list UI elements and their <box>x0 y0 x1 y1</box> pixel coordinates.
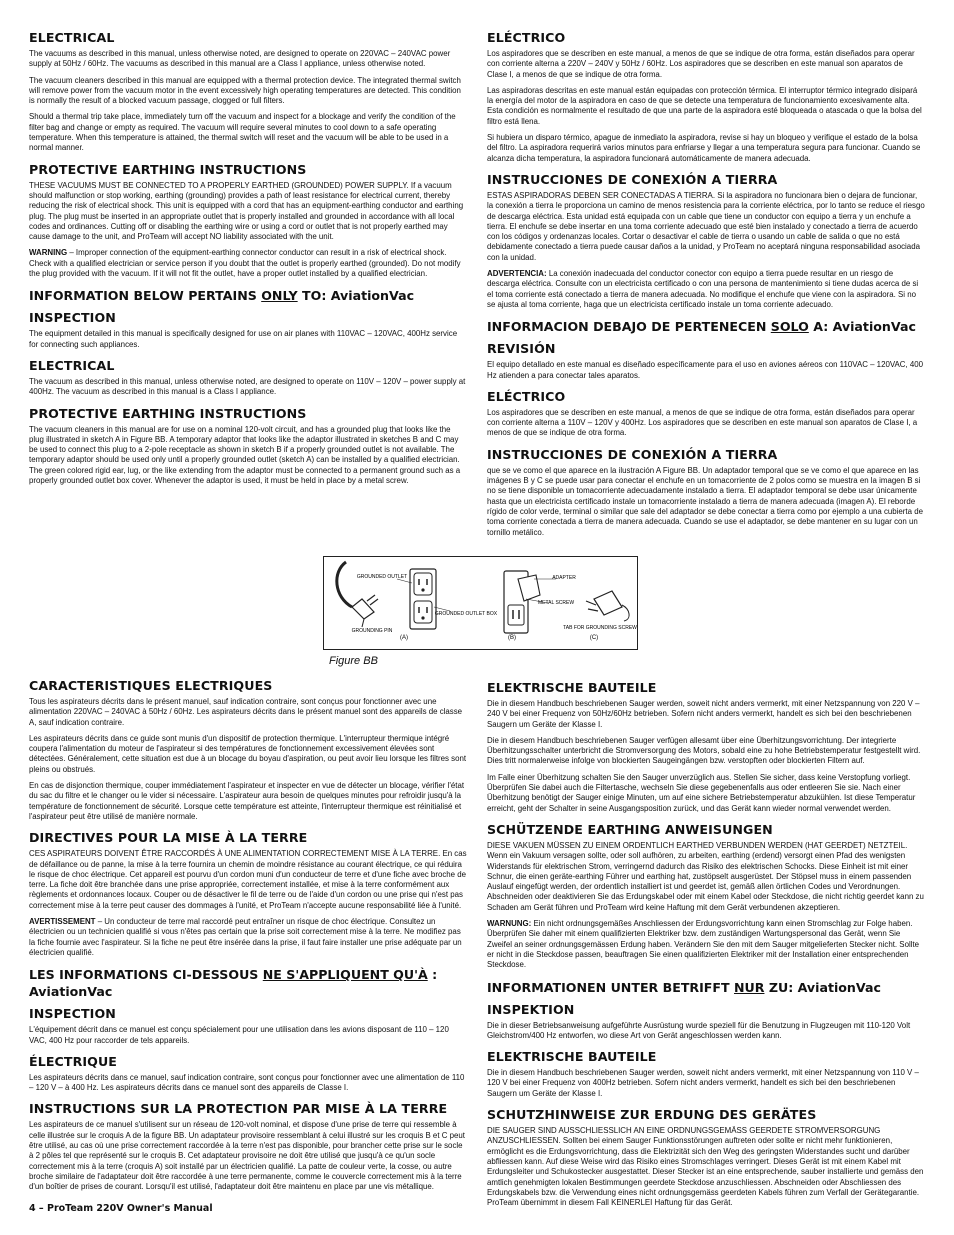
electrical-heading: ELECTRICAL <box>29 357 115 373</box>
paragraph: Die in diesem Handbuch beschriebenen Sauger werden, soweit nicht anders vermerkt, mit einer Netzspannung von 220 V – 240 V bei einer Frequenz von 50Hz/60Hz betrieben. Sofern nicht anders vermerkt, handelt es sich bei den beschriebenen Saugern um Geräte der Klasse I. <box>487 699 920 729</box>
avert-paragraph <box>29 917 467 958</box>
warning-label: WARNING <box>29 248 68 258</box>
label-adapter: ADAPTER <box>552 575 576 581</box>
inspection-fr-section <box>29 1006 467 1046</box>
paragraph: Die in diesem Handbuch beschriebenen Sauger verfügen allesamt über eine Überhitzungsvorrichtung. Der integrierte Überhitzungsschalter unterbricht die Stromversorgung des Motors, sobald eine zu hohe Betriebstemperatur festgestellt wird. Dies tritt normalerweise infolge von blockierten Saugeingängen bzw. verstopften oder blockierten Filtern auf. <box>487 735 921 766</box>
tierra-section <box>487 172 925 310</box>
label-c: (C) <box>589 635 599 641</box>
electrique-heading: ÉLECTRIQUE <box>29 1053 117 1069</box>
german-section <box>487 680 925 1216</box>
warning-text: – Improper connection of the equipment-earthing connector conductor can result in a risk of electrical shock. Check with a qualified electrician or service person if you doubt that the outlet is properly earthed (grounded). Do not modify the plug provided with the vacuum. If it will not fit the outlet, have a proper outlet installed by a qualified electrician. <box>29 248 461 279</box>
paragraph: El equipo detallado en este manual es diseñado específicamente para el uso en aviones aéreos con 110VAC – 120VAC, 400 Hz atienden a para conectar tales aparatos. <box>487 360 924 380</box>
aviationvac-heading-es <box>487 318 925 335</box>
french-section <box>29 678 467 1201</box>
carac-heading: CARACTERISTIQUES ELECTRIQUES <box>29 678 273 693</box>
paragraph: Los aspiradores que se describen en este manual, a menos de que se indique de otra forma, están diseñados para operar con corriente alterna a 220V – 240V y 50Hz / 60Hz. Los aspiradores que se describen en este manual son aparatos de Clase I, a menos de que se indique de otra forma. <box>487 49 915 79</box>
inspektion-heading: INSPEKTION <box>487 1001 575 1017</box>
paragraph: The vacuums as described in this manual, unless otherwise noted, are designed to operate on 220VAC – 240VAC power supply at 50Hz / 60Hz. The vacuums as described in this manual are a Class I appliance, unless otherwise noted. <box>29 49 451 69</box>
label-a: (A) <box>400 635 408 641</box>
warnung-text: Ein nicht ordnungsgemäßes Anschliessen der Erdungsvorrichtung kann einen Stromschlag zur Folge haben. Überprüfen Sie daher mit einem qualifizierten Elektriker bzw. dem zuständigen Wartungspersonal das Gerät, wenn Sie Zweifel an seiner ordnungsgemässen Erdung haben. Verändern Sie den mit dem Sauger mitgelieferten Stecker nicht. Sollte er nicht in die Steckdose passen, beauftragen Sie einen qualifizierten Elektriker mit der Installation einer entsprechenden Steckdose. <box>487 919 920 970</box>
heading-post: : AviationVac <box>29 967 438 1000</box>
heading-post: TO: AviationVac <box>297 288 415 304</box>
warnung-label: WARNUNG: <box>487 919 532 929</box>
heading-post: ZU: AviationVac <box>764 979 881 995</box>
tierra-heading: INSTRUCCIONES DE CONEXIÓN A TIERRA <box>487 171 778 187</box>
bauteile-heading: ELEKTRISCHE BAUTEILE <box>487 680 657 695</box>
bauteile-heading: ELEKTRISCHE BAUTEILE <box>487 1049 657 1065</box>
label-grounded-outlet: GROUNDED OUTLET <box>356 574 408 580</box>
plug-shape <box>352 599 374 619</box>
schuetz-section <box>487 822 925 971</box>
carac-section <box>29 678 467 822</box>
paragraph: Im Falle einer Überhitzung schalten Sie den Sauger unverzüglich aus. Stellen Sie sicher, dass keine Verstopfung vorliegt. Überprüfen Sie dabei auch die Filtertasche, wechseln Sie diese gegebenenfalls aus oder entleeren Sie sie. Nach einer Überhitzung benötigt der Sauger einige Minuten, um auf eine sichere Betriebstemperatur abzukühlen. Ist diese Temperatur erreicht, geht der Schalter in seine Ausgangsposition zurück, und das Gerät kann wieder normal verwendet werden. <box>487 772 916 813</box>
bauteile-section <box>487 680 925 814</box>
paragraph: Los aspiradores que se describen en este manual, a menos de que se indique de otra forma, están diseñados para operar con corriente alterna a 110V – 120V y 400Hz. Los aspiradores que se describen en este manual son aparatos de Clase I, a menos de que se indique de otra forma. <box>487 407 918 438</box>
electrique-section <box>29 1054 467 1094</box>
instructions-section <box>29 1101 467 1192</box>
earthing-av-section <box>29 406 467 487</box>
paragraph: DIESE VAKUEN MÜSSEN ZU EINEM ORDENTLICH EARTHED VERBUNDEN WERDEN (HAT GEERDET) NETZTEIL. Wenn ein Vakuum versagen sollte, oder soll aufhören, zu arbeiten, earthing (erdend) versorgt einen Pfad des wenigsten Widerstands für elektrischen Strom, verringernd dadurch das Risiko des elektrischen Schocks. Diese Einheit ist mit einer Schnur, die einen geräte-earthing Führer und earthing hat, zustöpselt ausgerüstet. Der Stöpsel muss in einem passenden Auslauf eingefügt werden, der ordentlich installiert ist und geerdet ist, gemäß allen örtlichen Codes und Verordnungen. Abschneiden oder deaktivieren Sie das Erdungskabel oder mit einem Kabel oder Steckdose, die nicht richtig geerdet kann zu Schaden am Gerät führen und ProTeam wird keine Haftung mit dem Gerät verbundenen akzeptieren. <box>487 840 924 912</box>
inspection-heading: INSPECTION <box>29 310 116 326</box>
outlet-diagram <box>324 557 637 649</box>
paragraph: Las aspiradoras descritas en este manual están equipadas con protección térmica. El interruptor térmico integrado disipará la energía del motor de la aspiradora en caso de que se detecte una temperatura de funcionamiento excesivamente alta. Esta condición es normalmente el resultado de que una parte de la aspiradora esté bloqueada o atascada o que la bolsa del filtro está llena. <box>487 85 922 126</box>
directives-heading: DIRECTIVES POUR LA MISE À LA TERRE <box>29 830 308 846</box>
paragraph: THESE VACUUMS MUST BE CONNECTED TO A PROPERLY EARTHED (GROUNDED) POWER SUPPLY. If a vacuum should malfunction or stop working, earthing (grounding) provides a path of least resistance for electrical current, thereby reducing the risk of electrical shock. This unit is equipped with a cord that has an equipment-earthing conductor and earthing plug. The plug must be inserted in an appropriate outlet that is properly installed and grounded in accordance with all local codes and ordinances. Cutting off or disabling the earthing wire or using a cord or outlet that is not properly earthed may cause damage to the unit, and ProTeam will accept NO liability associated with the unit. <box>29 180 464 242</box>
paragraph: The vacuum cleaners in this manual are for use on a nominal 120-volt circuit, and has a grounded plug that looks like the plug illustrated in sketch A in Figure BB. A temporary adaptor that looks like the adaptor illustrated in sketches B and C may be used to connect this plug to a 2-pole receptacle as shown in sketch B if a properly grounded outlet is not available. The temporary adaptor should be used only until a properly grounded outlet (sketch A) can be installed by a qualified electrician. The green colored rigid ear, lug, or the like extending from the adaptor must be connected to a permanent ground such as a properly grounded outlet box cover. Whenever the adaptor is used, it must be held in place by a metal screw. <box>29 424 461 486</box>
adapter-c <box>594 591 622 615</box>
heading-pre: INFORMATIONEN UNTER BETRIFFT <box>487 979 734 995</box>
earthing-section <box>29 162 467 280</box>
electrico-section <box>487 30 925 164</box>
heading-emphasis: NUR <box>733 979 765 995</box>
paragraph: Tous les aspirateurs décrits dans le présent manuel, sauf indication contraire, sont conçus pour fonctionner avec une alimentation 220VAC – 240VAC à 50Hz / 60Hz. Les aspirateurs décrits dans le présent manuel sont des appareils de classe A, sauf indication contraire. <box>29 697 463 727</box>
revision-section <box>487 341 925 381</box>
paragraph: L'équipement décrit dans ce manuel est conçu spécialement pour une utilisation dans les avions disposant de 110 – 120 VAC, 400 Hz pour raccorder de tels appareils. <box>29 1025 449 1045</box>
paragraph: The vacuum as described in this manual, unless otherwise noted, are designed to operate on 110V – 120V – power supply at 400Hz. The vacuum as described in this manual is a Class I appliance. <box>29 376 466 397</box>
spanish-section <box>487 30 925 546</box>
schutz-heading: SCHUTZHINWEISE ZUR ERDUNG DES GERÄTES <box>487 1107 817 1123</box>
electrico-av-section <box>487 389 925 439</box>
paragraph: Should a thermal trip take place, immediately turn off the vacuum and inspect for a blockage and verify the condition of the filter bag and change or empty as required. The vacuum will require several minutes to cool down to a safe operating temperature. When this temperature is attained, the thermal switch will reset and the vacuum will be able to be used in a normal manner. <box>29 112 456 153</box>
cord-line <box>337 562 352 607</box>
paragraph: En cas de disjonction thermique, couper immédiatement l'aspirateur et inspecter en vue de détecter un blocage, vérifier l'état du sac du filtre et le changer ou le vider si nécessaire. L'aspirateur aura besoin de quelques minutes pour refroidir jusqu'à la température de fonctionnement de sécurité. Lorsque cette température est atteinte, l'interrupteur thermique est réinitialisé et l'aspirateur peut être utilisé de manière normale. <box>29 781 465 821</box>
revision-heading: REVISIÓN <box>487 341 556 357</box>
heading-pre: LES INFORMATIONS CI-DESSOUS <box>29 967 263 983</box>
figure-caption: Figure BB <box>329 655 378 667</box>
warnung-paragraph <box>487 919 925 970</box>
schutz-section <box>487 1107 925 1208</box>
heading-pre: INFORMACION DEBAJO DE PERTENECEN <box>487 319 771 335</box>
paragraph: The equipment detailed in this manual is specifically designed for use on air planes with 110VAC – 120VAC, 400Hz service for connecting such appliances. <box>29 329 458 349</box>
directives-section <box>29 830 467 958</box>
heading-emphasis: SOLO <box>770 319 809 335</box>
paragraph: Les aspirateurs décrits dans ce manuel, sauf indication contraire, sont conçus pour fonctionner avec une alimentation de 110 – 120 V – à 400 Hz. Les aspirateurs décrits dans ce manuel sont des appareils de Classe I. <box>29 1072 465 1093</box>
aviationvac-heading-de <box>487 979 925 996</box>
paragraph: Die in dieser Betriebsanweisung aufgeführte Ausrüstung wurde speziell für die Benutzung in Flugzeugen mit 110-120 Volt Gleichstrom/400 Hz entworfen, wo diese Art von Gerät angeschlossen werden kann. <box>487 1020 911 1040</box>
paragraph: que se ve como el que aparece en la ilustración A Figure BB. Un adaptador temporal que se ve como el que aparece en las imágenes B y C se puede usar para conectar el enchufe en un tomacorriente de 2 polos como se muestra en la imagen B si no se tiene disponible un tomacorriente adecuadamente instalado a tierra. El adaptador temporal se debe usar únicamente hasta que un electricista certificado instale un tomacorriente instalado a tierra de manera adecuada (imagen A). El reborde rígido de color verde, terminal o similar que sale del adaptador se debe conectar a tierra como por ejemplo a una cubierta de toma corriente conectada a tierra de manera adecuada. Cuando se use el adaptador, se debe mantener en su lugar con un tornillo metálico. <box>487 465 923 537</box>
paragraph: Les aspirateurs décrits dans ce guide sont munis d'un dispositif de protection thermique. L'interrupteur thermique intégré coupera l'alimentation du moteur de l'aspirateur si des températures de fonctionnement excessivement élevées sont détectées. Généralement, cette situation est due à un blocage du boyau d'aspiration, ou peut avoir lieu lorsque les filtres sont pleins ou obstrués. <box>29 733 467 774</box>
warning-paragraph <box>29 248 467 279</box>
advertencia-label: ADVERTENCIA: <box>487 269 547 279</box>
electrical-section <box>29 30 467 154</box>
paragraph: Si hubiera un disparo térmico, apague de inmediato la aspiradora, revise si hay un bloqueo y verifique el estado de la bolsa del filtro. La aspiradora requerirá varios minutos para enfriarse y llegar a una temperatura segura para funcionar. Cuando se alcanza dicha temperatura, la aspiradora funcionará automáticamente de manera adecuada. <box>487 133 921 163</box>
electrico-heading: ELÉCTRICO <box>487 30 566 45</box>
heading-post: A: AviationVac <box>808 319 916 335</box>
heading-pre: INFORMATION BELOW PERTAINS <box>29 288 262 304</box>
tierra-av-section <box>487 447 925 538</box>
paragraph: The vacuum cleaners described in this manual are equipped with a thermal protection device. The integrated thermal switch will remove power from the vacuum motor in the event excessively high operating temperatures are detected. This condition is normally the result of a blocked vacuum passage, clogged or full filters. <box>29 75 461 106</box>
advertencia-text: La conexión inadecuada del conductor conector con equipo a tierra puede resultar en un riesgo de descarga eléctrica. Consulte con un electricista certificado o con una persona de mantenimiento si tiene dudas acerca de si el toma corriente está conectado a tierra de manera adecuada. No modifique el enchufe que viene con la aspiradora. Si no se ajusta al toma corriente, haga que un electricista certificado instale un toma corriente adecuado. <box>487 269 919 309</box>
electrical-av-section <box>29 358 467 398</box>
inspection-heading: INSPECTION <box>29 1006 116 1022</box>
paragraph: DIE SAUGER SIND AUSSCHLIESSLICH AN EINE ORDNUNGSGEMÄSS GEERDETE STROMVERSORGUNG ANZUSCHLIESSEN. Sollten bei einem Sauger Funktionsstörungen auftreten oder sollte er nicht mehr funktionieren, ermöglicht es die Erdungsvorrichtung, dass die Elektrizität sich den Weg des geringsten Widerstandes sucht und darüber abfliessen kann. Auf diese Weise wird das Risiko eines Stromschlages verringert. Dieses Gerät ist mit einem Kabel mit Erdungsleiter und Schukostecker ausgestattet. Dieser Stecker ist an eine entsprechende, sauber installierte und gemäss den amtlich genehmigten lokalen Bestimmungen geerdete Steckdose anzuschliessen. Abschneiden oder Abschliessen des Erdungskabels bzw. die Verwendung eines nicht ordnungsgemäss geerdeten Kabels führen zum Verfall der Gerätegarantie. ProTeam übernimmt in diesem Fall KEINERLEI Haftung für das Gerät. <box>487 1126 924 1208</box>
paragraph: Die in diesem Handbuch beschriebenen Sauger werden, soweit nicht anders vermerkt, mit einer Netzspannung von 110 V – 120 V bei einer Frequenz von 400Hz betrieben. Sofern nicht anders vermerkt, handelt es sich bei den beschriebenen Saugern um Geräte der Klasse I. <box>487 1068 919 1098</box>
paragraph: Les aspirateurs de ce manuel s'utilisent sur un réseau de 120-volt nominal, et dispose d'une prise de terre qui ressemble à celle illustrée sur le croquis A de la figure BB. Un adaptateur provisoire ressemblant à celui illustré sur les croquis B et C peut être utilisé, au cas où une prise correctement raccordée à la terre n'est pas disponible, pour brancher cette prise sur le socle à 2 pôles tel que représenté sur le croquis B. Cet adaptateur provisoire ne doit être utilisé que jusqu'à ce qu'un socle correctement mis à la terre (croquis A) soit installé par un électricien qualifié. La patte de couleur verte, la cosse, ou autre broche similaire de l'adaptateur doit être raccordée à une terre permanente, comme le couvercle correctement mis à la terre d'un boîtier de prises de courant. Lorsqu'il est utilisé, l'adaptateur doit être maintenu en place par une vis métallique. <box>29 1120 465 1192</box>
paragraph: CES ASPIRATEURS DOIVENT ÊTRE RACCORDÉS À UNE ALIMENTATION CORRECTEMENT MISE À LA TERRE. En cas de défaillance ou de panne, la mise à la terre fournira un chemin de moindre résistance au courant électrique, ce qui réduira le risque de choc électrique. Cet appareil est pourvu d'un cordon muni d'un conducteur de terre et d'une fiche avec broche de terre. La fiche doit être branchée dans une prise appropriée, correctement installée, et mise à la terre conformément aux règlements et ordonnances locaux. Couper ou de désactiver le fil de terre ou de l'aide d'un cordon ou une prise qui n'est pas correctement mise à la terre peut causer des dommages à l'unité, et ProTeam n'accepte aucune responsabilité liée à l'unité. <box>29 849 467 910</box>
label-grounding-pin: GROUNDING PIN <box>351 628 393 634</box>
heading-emphasis: ONLY <box>261 288 298 304</box>
electrical-heading: ELECTRICAL <box>29 30 115 45</box>
figure-bb <box>323 556 638 650</box>
schuetz-heading: SCHÜTZENDE EARTHING ANWEISUNGEN <box>487 821 773 837</box>
electrico-heading: ELÉCTRICO <box>487 388 566 404</box>
label-b: (B) <box>508 635 516 641</box>
avert-label: AVERTISSEMENT <box>29 917 96 927</box>
english-section <box>29 30 467 494</box>
bauteile2-section <box>487 1049 925 1099</box>
earthing-heading: PROTECTIVE EARTHING INSTRUCTIONS <box>29 161 307 177</box>
heading-emphasis: NE S'APPLIQUENT QU'À <box>262 967 428 983</box>
page-footer: 4 – ProTeam 220V Owner's Manual <box>29 1203 213 1214</box>
inspektion-section <box>487 1002 925 1042</box>
label-outlet-box: GROUNDED OUTLET BOX <box>434 611 498 617</box>
advertencia-paragraph <box>487 269 925 310</box>
instructions-heading: INSTRUCTIONS SUR LA PROTECTION PAR MISE À LA TERRE <box>29 1101 448 1117</box>
label-tab: TAB FOR GROUNDING SCREW <box>563 625 637 631</box>
earthing-heading: PROTECTIVE EARTHING INSTRUCTIONS <box>29 405 307 421</box>
avert-text: – Un conducteur de terre mal raccordé peut entraîner un risque de choc électrique. Consultez un électricien ou un technicien qualifié si vous n'êtes pas certain que la prise soit correctement mise à la terre. Ne modifiez pas la fiche fournie avec l'aspirateur. Si la fiche ne peut être insérée dans la prise, il faut faire installer une prise adéquate par un électricien qualifié. <box>29 917 462 957</box>
tierra-heading: INSTRUCCIONES DE CONEXIÓN A TIERRA <box>487 446 778 462</box>
label-metal-screw: METAL SCREW <box>537 600 575 606</box>
inspection-section <box>29 310 467 350</box>
aviationvac-heading-fr <box>29 966 467 1000</box>
paragraph: ESTAS ASPIRADORAS DEBEN SER CONECTADAS A TIERRA. Si la aspiradora no funcionara bien o dejara de funcionar, la conexión a tierra le proporciona un camino de menos resistencia para la corriente eléctrica, por lo tanto se reduce el riesgo de descarga eléctrica. Esta unidad está equipada con un cable que tiene un conductor con equipo a tierra y un enchufe a tierra. El enchufe se debe insertar en una toma corriente adecuado que esté bien instalado y conectado a tierra de acuerdo con los códigos y ordenanzas locales. Cortar o desactivar el cable de tierra o usando un cable de salida o que no está debidamente conectado a tierra puede causar daños a la unidad, y ProTeam no aceptará ninguna responsabilidad asociada con la unidad. <box>487 190 925 262</box>
aviationvac-heading <box>29 287 467 304</box>
